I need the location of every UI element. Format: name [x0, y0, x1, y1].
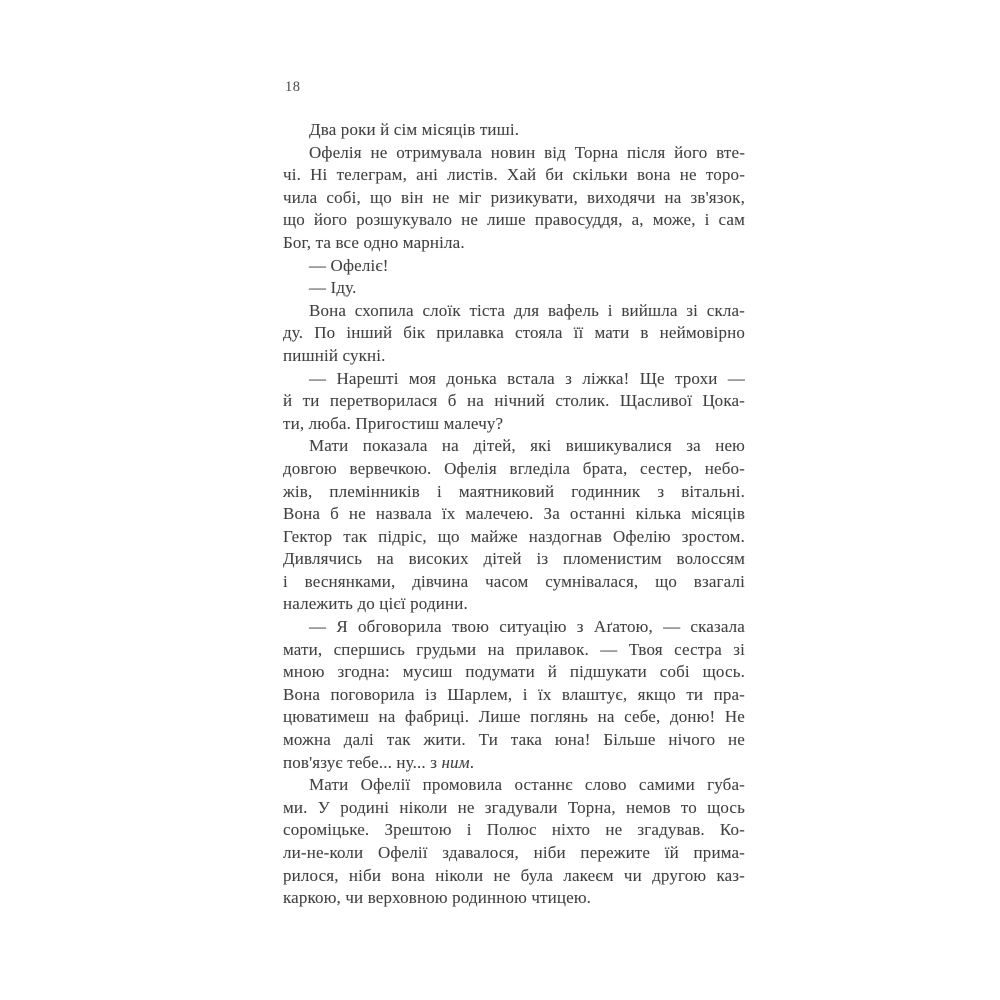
text-line: [283, 661, 745, 684]
text-segment: Мати Офелії промовила останнє слово самими губа-: [309, 775, 745, 795]
text-line: [283, 752, 745, 775]
text-line: [283, 571, 745, 594]
text-segment: — Нарешті моя донька встала з ліжка! Ще трохи —: [309, 368, 745, 388]
text-segment: Мати показала на дітей, які вишикувалися за нею: [309, 436, 745, 456]
text-line: [283, 232, 745, 255]
text-line: [283, 684, 745, 707]
text-segment: .: [469, 752, 475, 772]
text-segment: цюватимеш на фабриці. Лише поглянь на себе, доню! Не: [283, 707, 745, 727]
paragraph: [283, 774, 745, 910]
text-line: [283, 368, 745, 391]
text-segment: мною згодна: мусиш подумати й підшукати собі щось.: [283, 662, 745, 682]
text-line: [283, 548, 745, 571]
paragraph: [283, 616, 745, 774]
text-line: [283, 164, 745, 187]
text-line: [283, 819, 745, 842]
text-line: [283, 593, 745, 616]
text-segment: мати, спершись грудьми на прилавок. — Твоя сестра зі: [283, 639, 745, 659]
text-line: [283, 526, 745, 549]
paragraph: [283, 142, 745, 255]
text-line: [283, 842, 745, 865]
text-segment: Вона схопила слоїк тіста для вафель і вийшла зі скла-: [309, 300, 745, 320]
text-line: [283, 797, 745, 820]
text-segment: Офелія не отримувала новин від Торна після його вте-: [309, 142, 745, 162]
text-line: [283, 774, 745, 797]
text-line: [283, 277, 745, 300]
text-line: [283, 187, 745, 210]
text-line: [283, 390, 745, 413]
text-segment: що його розшукувало не лише правосуддя, а, може, і сам: [283, 210, 745, 230]
text-line: [283, 887, 745, 910]
text-segment: Вона б не назвала їх малечею. За останні кілька місяців: [283, 504, 745, 524]
text-segment: ду. По інший бік прилавка стояла її мати в неймовірно: [283, 323, 745, 343]
text-segment: Два роки й сім місяців тиші.: [309, 120, 520, 139]
text-line: [283, 481, 745, 504]
paragraph: [283, 277, 745, 300]
text-segment: чі. Ні телеграм, ані листів. Хай би скільки вона не торо-: [283, 165, 745, 185]
text-segment: Дивлячись на високих дітей із пломенистим волоссям: [283, 549, 745, 569]
text-segment: належить до цієї родини.: [283, 594, 468, 614]
text-line: [283, 639, 745, 662]
text-line: [283, 503, 745, 526]
text-segment: ми. У родині ніколи не згадували Торна, немов то щось: [283, 797, 745, 817]
text-segment: пишній сукні.: [283, 345, 386, 365]
text-line: [283, 345, 745, 368]
paragraph: [283, 435, 745, 616]
paragraph: [283, 368, 745, 436]
text-block: [283, 119, 745, 910]
text-segment: довгою вервечкою. Офелія вгледіла брата, сестер, небо-: [283, 458, 745, 478]
text-segment: Гектор так підріс, що майже наздогнав Офелію зростом.: [283, 526, 745, 546]
text-line: [283, 209, 745, 232]
text-line: [283, 322, 745, 345]
text-segment: жів, племінників і маятниковий годинник з вітальні.: [283, 481, 745, 501]
text-segment: сороміцьке. Зрештою і Полюс ніхто не згадував. Ко-: [283, 820, 745, 840]
text-segment: і веснянками, дівчина часом сумнівалася, що взагалі: [283, 571, 745, 591]
text-line: [283, 142, 745, 165]
text-segment: Бог, та все одно марніла.: [283, 232, 465, 252]
text-line: [283, 435, 745, 458]
page-number: 18: [285, 79, 301, 95]
text-segment: каркою, чи верховною родинною чтицею.: [283, 888, 592, 908]
text-line: [283, 255, 745, 278]
italic-text: ним: [441, 752, 470, 772]
text-line: [283, 706, 745, 729]
text-segment: й ти перетворилася б на нічний столик. Щасливої Цока-: [283, 391, 745, 411]
text-line: [283, 616, 745, 639]
text-segment: — Іду.: [309, 278, 357, 298]
paragraph: [283, 119, 745, 142]
text-segment: рилося, ніби вона ніколи не була лакеєм чи другою каз-: [283, 865, 745, 885]
text-segment: чила собі, що він не міг ризикувати, виходячи на зв'язок,: [283, 187, 745, 207]
text-segment: можна далі так жити. Ти така юна! Більше нічого не: [283, 730, 745, 750]
text-segment: ти, люба. Пригостиш малечу?: [283, 413, 504, 433]
text-line: [283, 458, 745, 481]
text-segment: Вона поговорила із Шарлем, і їх влаштує, якщо ти пра-: [283, 684, 745, 704]
text-line: [283, 119, 745, 142]
text-segment: — Я обговорила твою ситуацію з Аґатою, — сказала: [309, 617, 745, 637]
text-line: [283, 413, 745, 436]
text-segment: пов'язує тебе... ну... з: [283, 752, 442, 772]
text-line: [283, 865, 745, 888]
paragraph: [283, 255, 745, 278]
text-line: [283, 300, 745, 323]
text-segment: ли-не-коли Офелії здавалося, ніби пережите їй прима-: [283, 843, 745, 862]
paragraph: [283, 300, 745, 368]
text-segment: — Офеліє!: [309, 255, 389, 275]
text-line: [283, 729, 745, 752]
